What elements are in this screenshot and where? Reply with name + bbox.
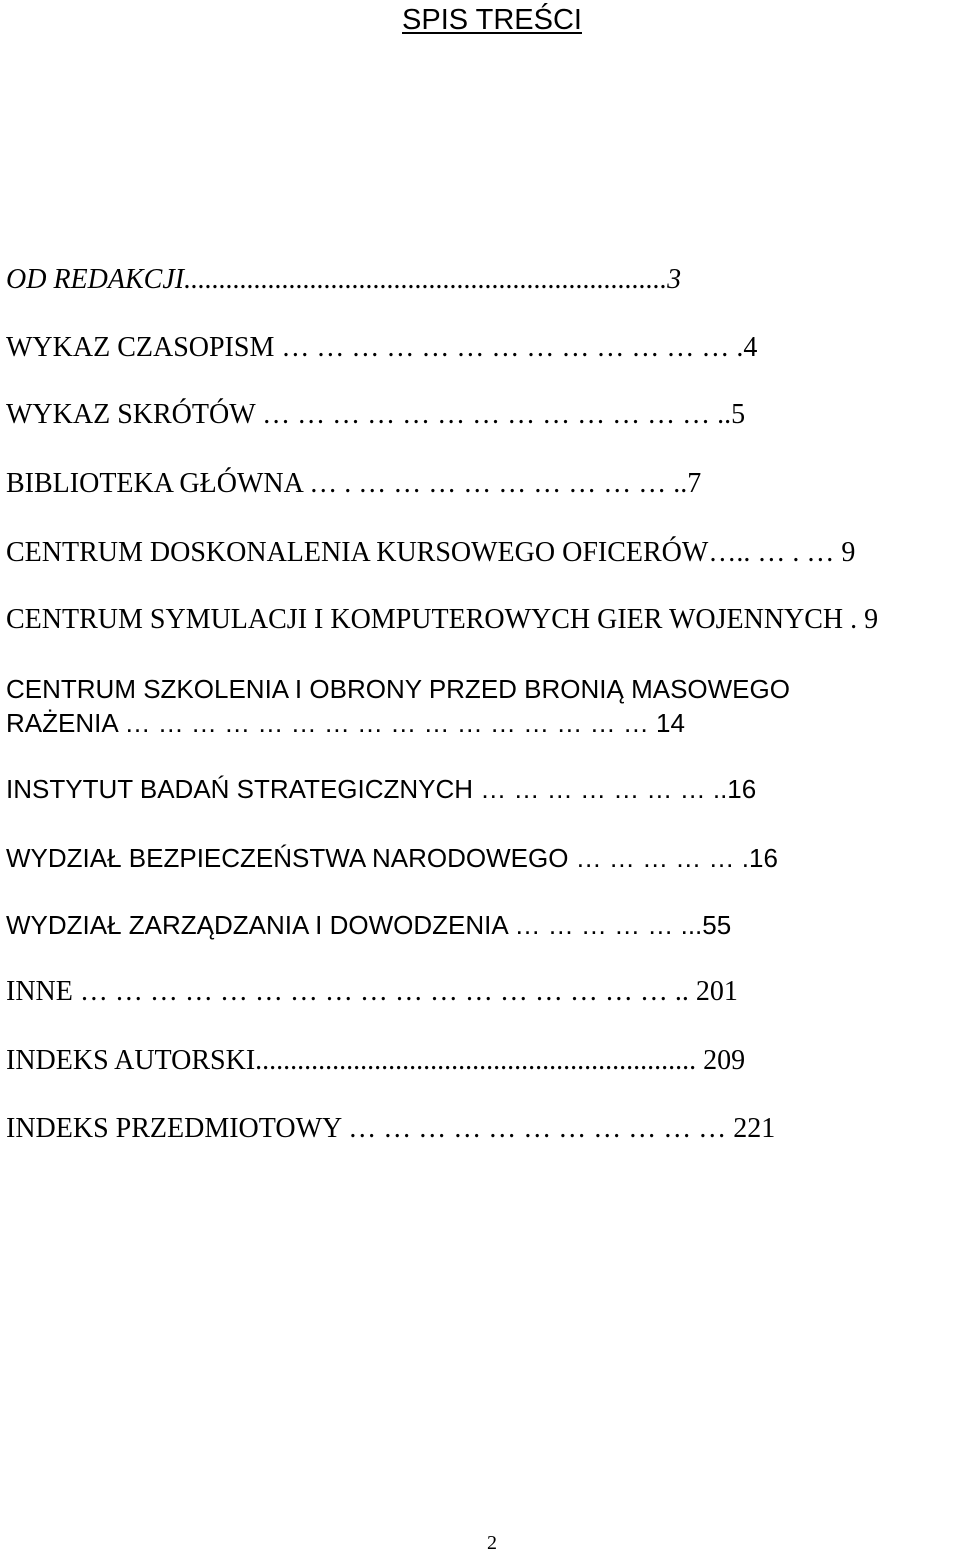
toc-entry-wykaz-czasopism: WYKAZ CZASOPISM … … … … … … … … … … … … … .4 <box>6 332 758 363</box>
toc-entry-centrum-doskonalenia: CENTRUM DOSKONALENIA KURSOWEGO OFICERÓW….. … . … 9 <box>6 537 856 568</box>
page-number: 2 <box>487 1532 497 1554</box>
toc-entry-wydzial-bezpieczenstwa: WYDZIAŁ BEZPIECZEŃSTWA NARODOWEGO … … … … … .16 <box>6 843 778 873</box>
toc-entry-indeks-przedmiotowy: INDEKS PRZEDMIOTOWY … … … … … … … … … … … 221 <box>6 1113 776 1144</box>
toc-entry-instytut: INSTYTUT BADAŃ STRATEGICZNYCH … … … … … … … ..16 <box>6 774 757 804</box>
toc-entry-od-redakcji: OD REDAKCJI.....................................................................3 <box>6 264 682 295</box>
toc-entry-biblioteka-glowna: BIBLIOTEKA GŁÓWNA … . … … … … … … … … … ..7 <box>6 468 702 499</box>
toc-entry-centrum-szkolenia-line2: RAŻENIA … … … … … … … … … … … … … … … … 14 <box>6 708 685 738</box>
toc-entry-inne: INNE … … … … … … … … … … … … … … … … … .. 201 <box>6 976 738 1007</box>
toc-entry-centrum-szkolenia-line1: CENTRUM SZKOLENIA I OBRONY PRZED BRONIĄ MASOWEGO <box>6 674 790 704</box>
toc-entry-indeks-autorski: INDEKS AUTORSKI............................................................... 209 <box>6 1045 746 1076</box>
toc-entry-wykaz-skrotow: WYKAZ SKRÓTÓW … … … … … … … … … … … … … ..5 <box>6 399 746 430</box>
toc-entry-centrum-symulacji: CENTRUM SYMULACJI I KOMPUTEROWYCH GIER WOJENNYCH . 9 <box>6 604 879 635</box>
page-title: SPIS TREŚCI <box>402 4 582 36</box>
toc-entry-wydzial-zarzadzania: WYDZIAŁ ZARZĄDZANIA I DOWODZENIA … … … … … ...55 <box>6 910 732 940</box>
